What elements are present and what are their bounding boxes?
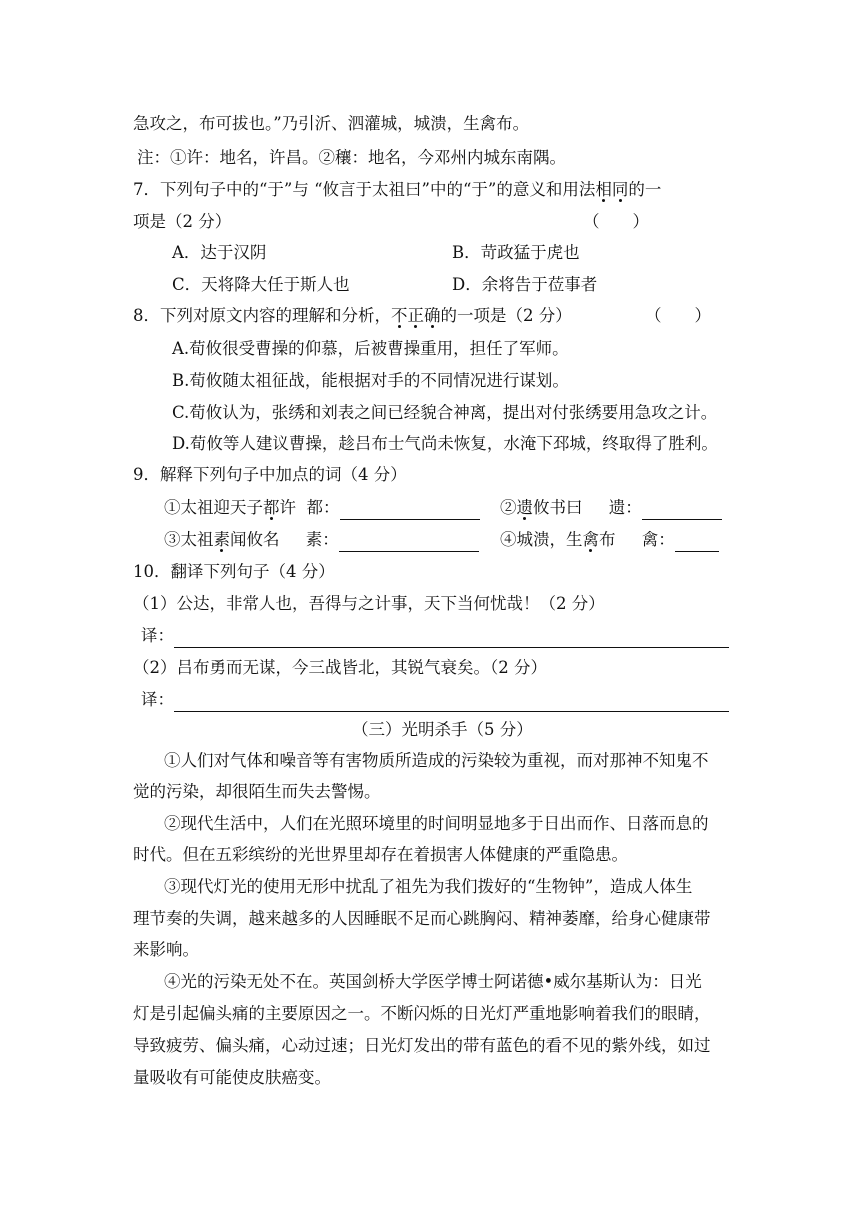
q7-option-b: B．苛政猛于虎也 [452,243,580,262]
q9-item-1 [164,496,480,520]
section3-p4-line4: 量吸收有可能使皮肤癌变。 [133,1068,331,1087]
section3-p3-line2: 理节奏的失调，越来越多的人因睡眠不足而心跳胸闷、精神萎靡，给身心健康带 [133,909,711,928]
q7-answer-paren[interactable]: （ ） [583,212,649,231]
q9-item-1-label: 都： [306,498,340,517]
q9-item-1-post: 许 [279,498,296,517]
q8-stem-prefix: 8．下列对原文内容的理解和分析， [133,306,391,325]
section3-p2-line1: ②现代生活中，人们在光照环境里的时间明显地多于日出而作、日落而息的 [164,814,709,833]
q9-item-2-post: 攸书曰 [533,498,583,517]
q8-emphasis-char: 不 [391,306,408,325]
q10-translation-1 [141,624,729,648]
q9-item-1-blank[interactable] [340,501,480,520]
q10-yi-label: 译： [141,690,174,709]
q10-translation-1-blank[interactable] [174,629,729,648]
section3-p4-line1: ④光的污染无处不在。英国剑桥大学医学博士阿诺德•威尔基斯认为：日光 [164,972,702,991]
q10-title: 10．翻译下列句子（4 分） [133,562,335,581]
q9-item-4-emphasis: 禽 [582,530,599,549]
section3-p1-line2: 觉的污染，却很陌生而失去警惕。 [133,782,381,801]
q8-stem [133,304,572,328]
q10-translation-2 [141,688,729,712]
q8-option-d: D.荀攸等人建议曹操，趁吕布士气尚未恢复，水淹下邳城，终取得了胜利。 [172,434,718,453]
q9-item-3-pre: ③太祖 [164,530,214,549]
q9-item-3-emphasis: 素 [213,530,230,549]
q7-emphasis-char: 相 [595,180,612,199]
passage-tail: 急攻之，布可拔也。”乃引沂、泗灌城，城溃，生禽布。 [133,114,530,133]
q7-stem-line2: 项是（2 分） [133,212,232,231]
section3-p2-line2: 时代。但在五彩缤纷的光世界里却存在着损害人体健康的严重隐患。 [133,845,628,864]
section3-p4-line2: 灯是引起偏头痛的主要原因之一。不断闪烁的日光灯严重地影响着我们的眼睛， [133,1004,711,1023]
q7-stem-part-b: 的一 [628,180,662,199]
q7-emphasis-char: 同 [611,180,629,199]
q9-item-3 [164,528,479,552]
q9-item-1-emphasis: 都 [263,498,280,517]
q9-item-3-post: 闻攸名 [230,530,280,549]
q9-item-2-pre: ② [500,498,517,517]
q7-option-a: A．达于汉阴 [172,243,267,262]
q9-item-2-label: 遗： [608,498,642,517]
q7-option-c: C．天将降大任于斯人也 [172,275,350,294]
q9-item-4-label: 禽： [641,530,675,549]
q8-emphasis-char: 确 [424,306,441,325]
section3-p4-line3: 导致疲劳、偏头痛，心动过速；日光灯发出的带有蓝色的看不见的紫外线，如过 [133,1036,711,1055]
q9-item-1-pre: ①太祖迎天子 [164,498,263,517]
q8-option-a: A.荀攸很受曹操的仰慕，后被曹操重用，担任了军师。 [172,339,569,358]
q8-answer-paren[interactable]: （ ） [645,306,711,325]
q7-option-d: D．余将告于莅事者 [452,275,598,294]
q10-sentence-1: （1）公达，非常人也，吾得与之计事，天下当何忧哉！（2 分） [133,594,605,613]
q8-stem-suffix: 的一项是（2 分） [440,306,572,325]
q9-item-2-emphasis: 遗 [516,498,533,517]
q9-item-3-blank[interactable] [339,533,479,552]
q8-emphasis-char: 正 [407,306,424,325]
section3-title: （三）光明杀手（5 分） [352,720,533,739]
q9-item-3-label: 素： [305,530,339,549]
q10-sentence-2: （2）吕布勇而无谋，今三战皆北，其锐气衰矣。（2 分） [133,658,547,677]
q8-option-c: C.荀攸认为，张绣和刘表之间已经貌合神离，提出对付张绣要用急攻之计。 [172,403,718,422]
q9-item-4-pre: ④城溃，生 [500,530,583,549]
q9-item-4 [500,528,719,552]
q9-item-4-post: 布 [599,530,616,549]
q7-stem-part-a: 7．下列句子中的“于”与 “攸言于太祖曰”中的“于”的意义和用法 [133,180,596,199]
q9-item-4-blank[interactable] [675,533,719,552]
section3-p3-line1: ③现代灯光的使用无形中扰乱了祖先为我们拨好的“生物钟”，造成人体生 [164,877,693,896]
note: 注：①许：地名，许昌。②穰：地名，今邓州内城东南隅。 [137,148,566,167]
q9-title: 9．解释下列句子中加点的词（4 分） [133,465,407,484]
q10-translation-2-blank[interactable] [174,693,729,712]
q8-option-b: B.荀攸随太祖征战，能根据对手的不同情况进行谋划。 [172,371,569,390]
section3-p1-line1: ①人们对气体和噪音等有害物质所造成的污染较为重视，而对那神不知鬼不 [164,751,709,770]
q9-item-2-blank[interactable] [642,501,722,520]
q7-stem-line1 [133,178,661,202]
q9-item-2 [500,496,722,520]
q10-yi-label: 译： [141,626,174,645]
section3-p3-line3: 来影响。 [133,940,199,959]
